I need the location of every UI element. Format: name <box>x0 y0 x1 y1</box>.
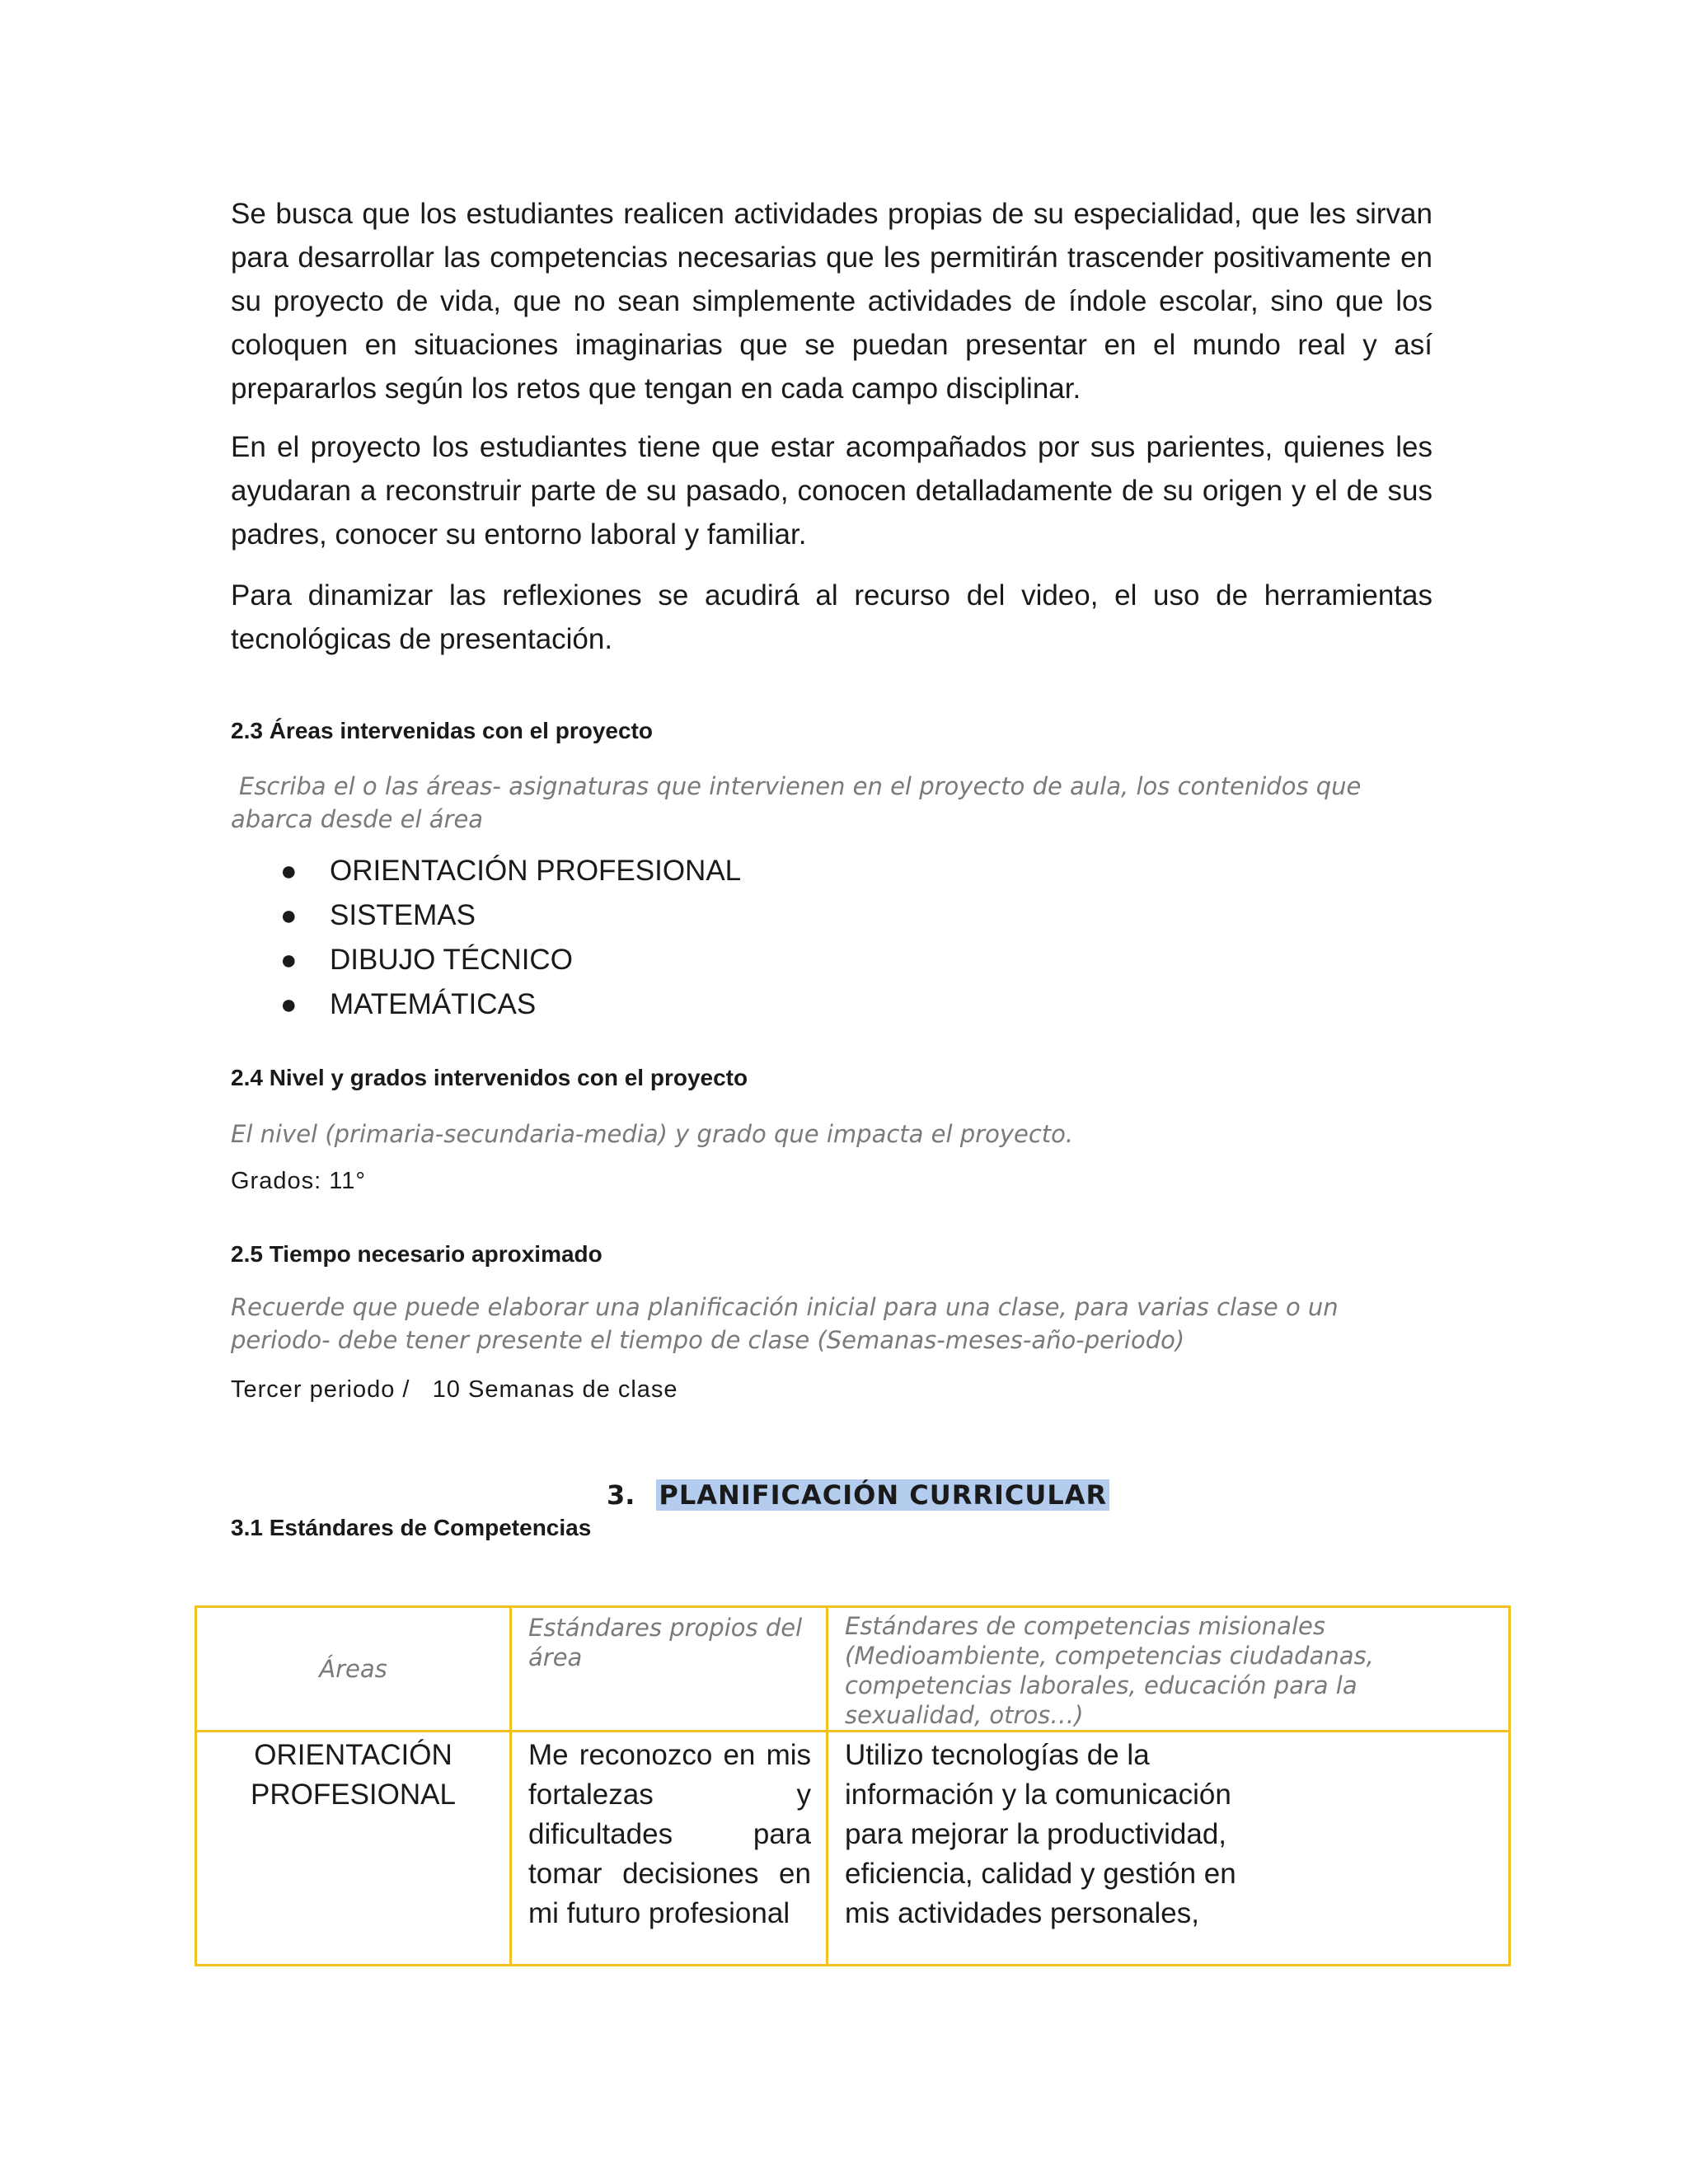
list-item: ● MATEMÁTICAS <box>280 982 741 1027</box>
header-areas: Áreas <box>196 1607 511 1732</box>
hint-2-3: Escriba el o las áreas- asignaturas que intervienen en el proyecto de aula, los contenidos que abarca desde el área <box>231 772 1362 833</box>
list-item: ● ORIENTACIÓN PROFESIONAL <box>280 849 741 893</box>
section-3-title <box>607 1477 1109 1513</box>
heading-2-3: 2.3 Áreas intervenidas con el proyecto <box>231 718 653 743</box>
paragraph-3: Para dinamizar las reflexiones se acudirá al recurso del video, el uso de herramientas tecnológicas de presentación. <box>231 579 1432 655</box>
bullet-icon: ● <box>280 989 298 1020</box>
hint-2-4: El nivel (primaria-secundaria-media) y grado que impacta el proyecto. <box>231 1120 1074 1148</box>
header-mission-standards: Estándares de competencias misionales (Medioambiente, competencias ciudadanas, competencias laborales, educación para la sexualidad, otros…) <box>828 1607 1510 1732</box>
heading-2-4: 2.4 Nivel y grados intervenidos con el proyecto <box>231 1065 748 1090</box>
cell-area: ORIENTACIÓN PROFESIONAL <box>196 1732 511 1966</box>
paragraph-2: En el proyecto los estudiantes tiene que estar acompañados por sus parientes, quienes les ayudaran a reconstruir parte de su pasado, conocen detalladamente de su origen y el de sus padres, conocer su entorno laboral y familiar. <box>231 431 1432 551</box>
heading-2-5: 2.5 Tiempo necesario aproximado <box>231 1241 603 1267</box>
paragraph-1: Se busca que los estudiantes realicen actividades propias de su especialidad, que les sirvan para desarrollar las competencias necesarias que les permitirán trascender positivamente en su proyecto de vida, que no sean simplemente actividades de índole escolar, sino que los coloquen en situaciones imaginarias que se puedan presentar en el mundo real y así prepararlos según los retos que tengan en cada campo disciplinar. <box>231 198 1432 405</box>
bullet-icon: ● <box>280 944 298 976</box>
table-header-row <box>196 1607 1510 1732</box>
heading-3-1: 3.1 Estándares de Competencias <box>231 1515 592 1540</box>
list-item: ● DIBUJO TÉCNICO <box>280 938 741 982</box>
bullet-icon: ● <box>280 855 298 887</box>
cell-mission-standard: Utilizo tecnologías de la información y la comunicación para mejorar la productividad, eficiencia, calidad y gestión en mis actividades personales, <box>828 1732 1510 1966</box>
table-row <box>196 1732 1510 1966</box>
time-value: Tercer periodo / 10 Semanas de clase <box>231 1376 678 1403</box>
grades-value: Grados: 11° <box>231 1168 366 1194</box>
section-title-highlighted: PLANIFICACIÓN CURRICULAR <box>656 1479 1109 1511</box>
bullet-icon: ● <box>280 900 298 931</box>
cell-own-standard: Me reconozco en mis fortalezas y dificultades para tomar decisiones en mi futuro profesional <box>511 1732 828 1966</box>
section-number: 3. <box>607 1479 635 1511</box>
header-own-standards: Estándares propios del área <box>511 1607 828 1732</box>
areas-list <box>280 849 741 1027</box>
list-item: ● SISTEMAS <box>280 893 741 938</box>
hint-2-5: Recuerde que puede elaborar una planificación inicial para una clase, para varias clase o un periodo- debe tener presente el tiempo de clase (Semanas-meses-año-periodo) <box>231 1293 1339 1354</box>
standards-table <box>195 1605 1511 1966</box>
